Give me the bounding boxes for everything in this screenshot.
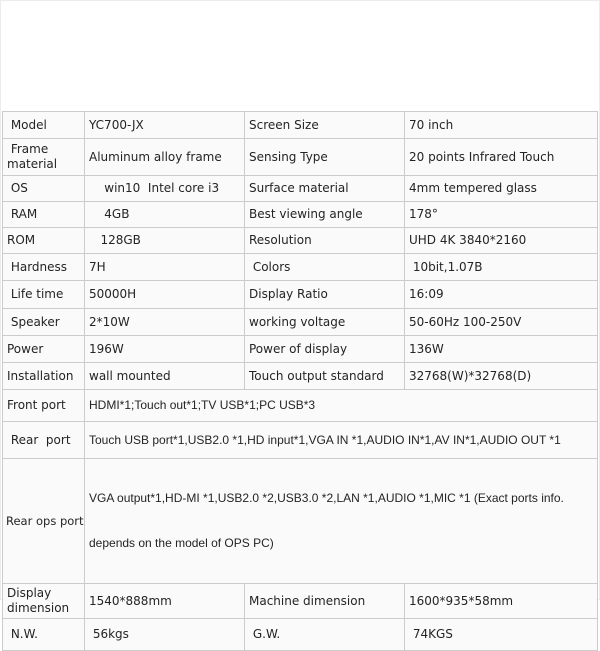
cell-label: ROM [3, 228, 85, 254]
table-row [3, 228, 598, 254]
ports-line-1: VGA output*1,HD-MI *1,USB2.0 *2,USB3.0 *2,LAN *1,AUDIO *1,MIC *1 (Exact ports info. [89, 491, 564, 505]
table-row [3, 281, 598, 309]
cell-label: Front port [3, 390, 85, 422]
table-row [3, 459, 598, 584]
cell-value: 1600*935*58mm [405, 584, 598, 619]
table-row [3, 176, 598, 202]
table-row [3, 254, 598, 281]
cell-label: Life time [3, 281, 85, 309]
cell-value: YC700-JX [85, 112, 245, 139]
cell-label: Colors [245, 254, 405, 281]
cell-value: 4GB [85, 202, 245, 228]
cell-label: Surface material [245, 176, 405, 202]
table-row [3, 422, 598, 459]
table-row [3, 309, 598, 336]
cell-label: Display Ratio [245, 281, 405, 309]
cell-value: win10 Intel core i3 [85, 176, 245, 202]
cell-value: 128GB [85, 228, 245, 254]
cell-label: Rear port [3, 422, 85, 459]
cell-label: Power [3, 336, 85, 363]
cell-value: 4mm tempered glass [405, 176, 598, 202]
cell-label: OS [3, 176, 85, 202]
spec-table [2, 111, 598, 651]
cell-label: Screen Size [245, 112, 405, 139]
cell-value: 56kgs [85, 619, 245, 651]
cell-label: Power of display [245, 336, 405, 363]
cell-value: 1540*888mm [85, 584, 245, 619]
cell-value: 178° [405, 202, 598, 228]
table-row [3, 336, 598, 363]
cell-label: Display dimension [3, 584, 85, 619]
cell-value: wall mounted [85, 363, 245, 390]
cell-value-ports: HDMI*1;Touch out*1;TV USB*1;PC USB*3 [85, 390, 598, 422]
cell-value: 70 inch [405, 112, 598, 139]
cell-label: G.W. [245, 619, 405, 651]
cell-value: 32768(W)*32768(D) [405, 363, 598, 390]
cell-label: Touch output standard [245, 363, 405, 390]
table-row [3, 363, 598, 390]
cell-label: RAM [3, 202, 85, 228]
table-row [3, 390, 598, 422]
cell-value: 50-60Hz 100-250V [405, 309, 598, 336]
cell-value: 196W [85, 336, 245, 363]
spec-table-body [3, 112, 598, 651]
cell-label: Resolution [245, 228, 405, 254]
cell-label: Rear ops port [3, 459, 85, 584]
table-row [3, 202, 598, 228]
cell-label: Hardness [3, 254, 85, 281]
cell-value: 2*10W [85, 309, 245, 336]
cell-value: Aluminum alloy frame [85, 139, 245, 176]
cell-value-ports: Touch USB port*1,USB2.0 *1,HD input*1,VGA IN *1,AUDIO IN*1,AV IN*1,AUDIO OUT *1 [85, 422, 598, 459]
cell-value: 136W [405, 336, 598, 363]
cell-value: 16:09 [405, 281, 598, 309]
ports-line-2: depends on the model of OPS PC) [89, 536, 274, 550]
table-row [3, 112, 598, 139]
cell-label: Frame material [3, 139, 85, 176]
cell-value: UHD 4K 3840*2160 [405, 228, 598, 254]
cell-label: Model [3, 112, 85, 139]
cell-label: Installation [3, 363, 85, 390]
cell-label: Machine dimension [245, 584, 405, 619]
cell-label: Best viewing angle [245, 202, 405, 228]
cell-value: 74KGS [405, 619, 598, 651]
cell-label: N.W. [3, 619, 85, 651]
table-row [3, 619, 598, 651]
cell-value: 20 points Infrared Touch [405, 139, 598, 176]
cell-label: Speaker [3, 309, 85, 336]
cell-value: 7H [85, 254, 245, 281]
cell-label: Sensing Type [245, 139, 405, 176]
cell-value: 50000H [85, 281, 245, 309]
table-row [3, 584, 598, 619]
cell-value-ports [85, 459, 598, 584]
cell-value: 10bit,1.07B [405, 254, 598, 281]
table-row [3, 139, 598, 176]
cell-label: working voltage [245, 309, 405, 336]
